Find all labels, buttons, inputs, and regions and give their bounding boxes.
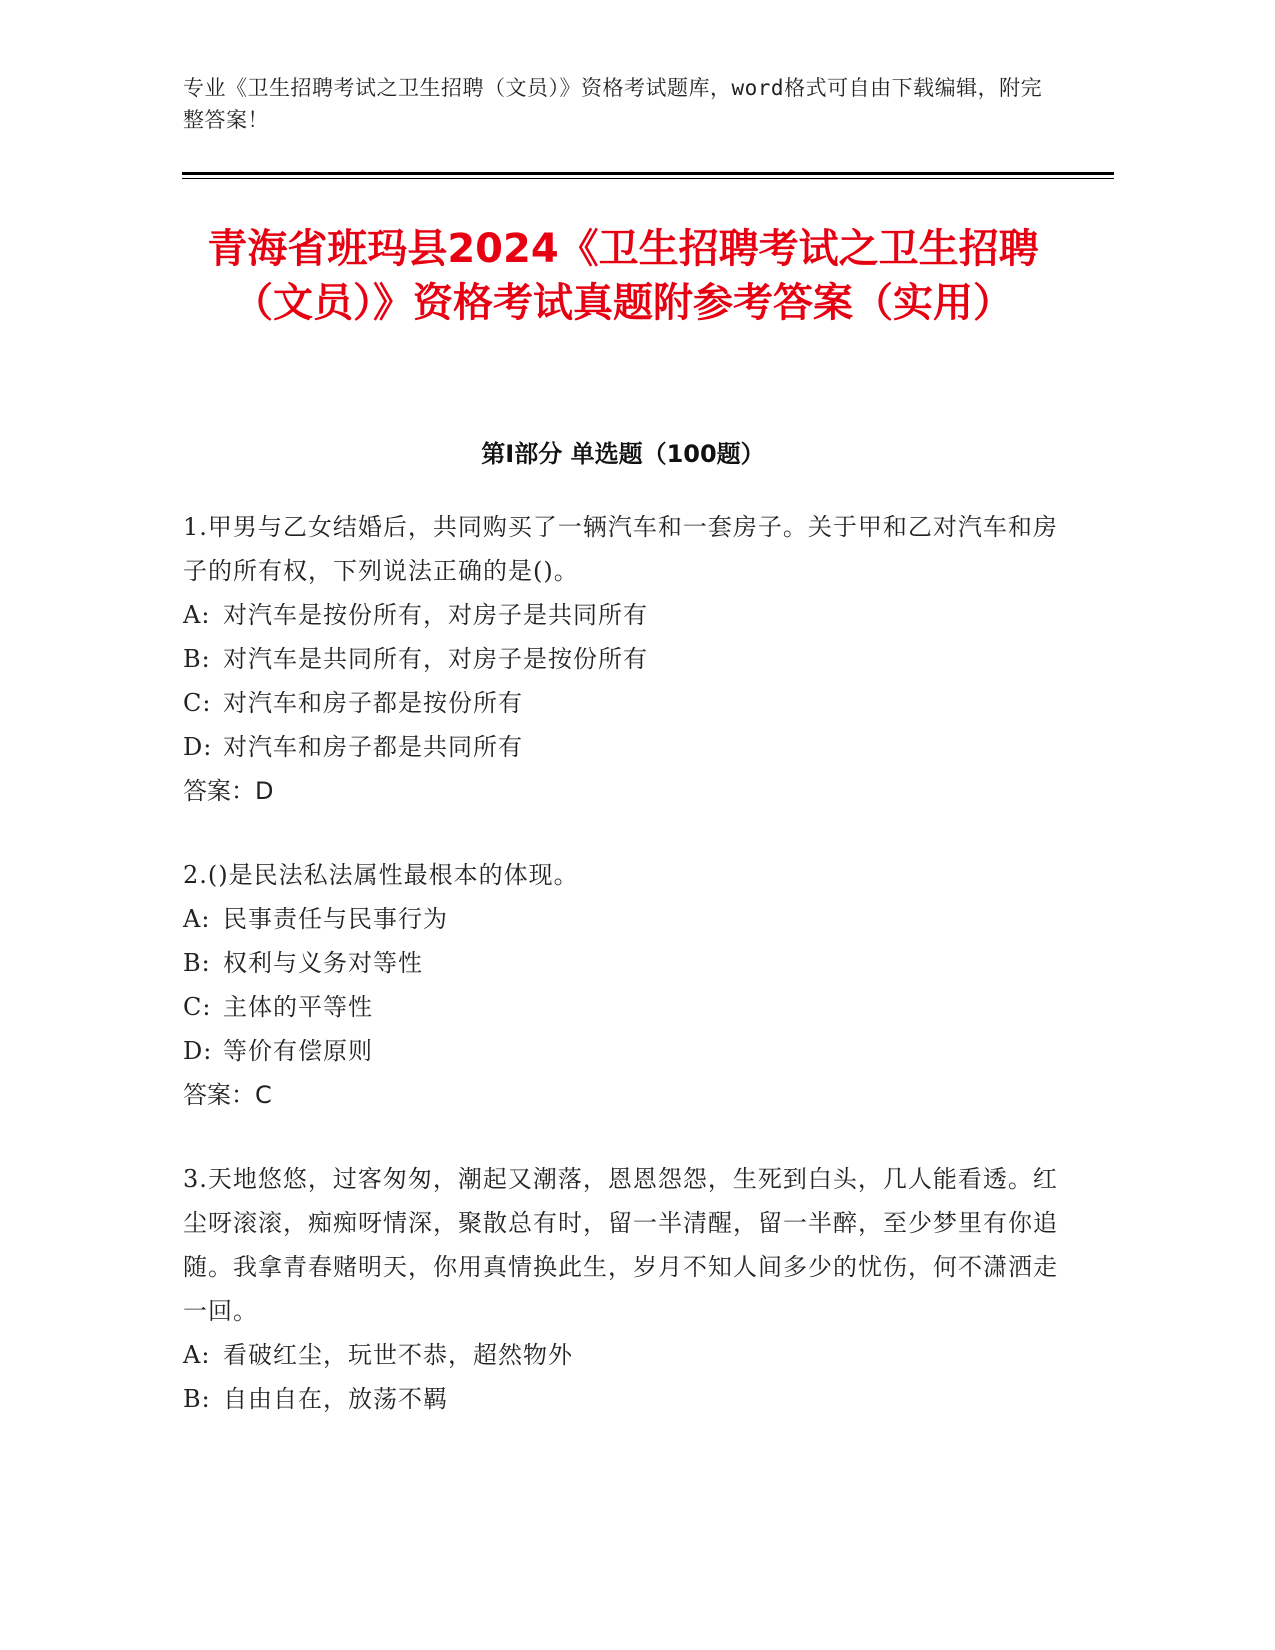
option-key: A: xyxy=(183,905,211,933)
option-text: 自由自在，放荡不羁 xyxy=(223,1385,448,1413)
option-key: B: xyxy=(183,1385,211,1413)
option-a xyxy=(183,593,1063,637)
question-stem: 1.甲男与乙女结婚后，共同购买了一辆汽车和一套房子。关于甲和乙对汽车和房子的所有权，下列说法正确的是()。 xyxy=(183,513,1058,585)
option-a xyxy=(183,897,1063,941)
question-stem: 3.天地悠悠，过客匆匆，潮起又潮落，恩恩怨怨，生死到白头，几人能看透。红尘呀滚滚，痴痴呀情深，聚散总有时，留一半清醒，留一半醉，至少梦里有你追随。我拿青春赌明天，你用真情换此生，岁月不知人间多少的忧伤，何不潇洒走一回。 xyxy=(183,1165,1058,1325)
option-b xyxy=(183,1377,1063,1421)
option-text: 主体的平等性 xyxy=(223,993,373,1021)
option-key: A: xyxy=(183,601,211,629)
question-2 xyxy=(183,853,1063,1117)
header-note: 专业《卫生招聘考试之卫生招聘（文员）》资格考试题库，word格式可自由下载编辑，附完整答案！ xyxy=(183,76,1043,132)
option-text: 对汽车和房子都是按份所有 xyxy=(223,689,523,717)
option-key: C: xyxy=(183,993,212,1021)
option-key: B: xyxy=(183,645,211,673)
option-key: D: xyxy=(183,1037,213,1065)
option-text: 看破红尘，玩世不恭，超然物外 xyxy=(223,1341,573,1369)
answer-line: 答案：C xyxy=(183,1081,272,1109)
option-c xyxy=(183,985,1063,1029)
option-a xyxy=(183,1333,1063,1377)
option-key: A: xyxy=(183,1341,211,1369)
header-rule-thin xyxy=(182,178,1114,179)
option-text: 民事责任与民事行为 xyxy=(223,905,448,933)
option-key: B: xyxy=(183,949,211,977)
option-text: 权利与义务对等性 xyxy=(223,949,423,977)
option-d xyxy=(183,725,1063,769)
question-3 xyxy=(183,1157,1063,1421)
question-stem: 2.()是民法私法属性最根本的体现。 xyxy=(183,861,579,889)
answer-line: 答案：D xyxy=(183,777,274,805)
option-key: D: xyxy=(183,733,213,761)
option-text: 对汽车是按份所有，对房子是共同所有 xyxy=(223,601,648,629)
option-b xyxy=(183,941,1063,985)
section-heading: 第Ⅰ部分 单选题（100题） xyxy=(481,440,765,468)
option-text: 对汽车和房子都是共同所有 xyxy=(223,733,523,761)
option-key: C: xyxy=(183,689,212,717)
option-b xyxy=(183,637,1063,681)
question-1 xyxy=(183,505,1063,813)
document-title: 青海省班玛县2024《卫生招聘考试之卫生招聘（文员）》资格考试真题附参考答案（实用） xyxy=(207,226,1039,326)
option-text: 等价有偿原则 xyxy=(223,1037,373,1065)
option-d xyxy=(183,1029,1063,1073)
option-text: 对汽车是共同所有，对房子是按份所有 xyxy=(223,645,648,673)
option-c xyxy=(183,681,1063,725)
header-rule-thick xyxy=(182,172,1114,175)
